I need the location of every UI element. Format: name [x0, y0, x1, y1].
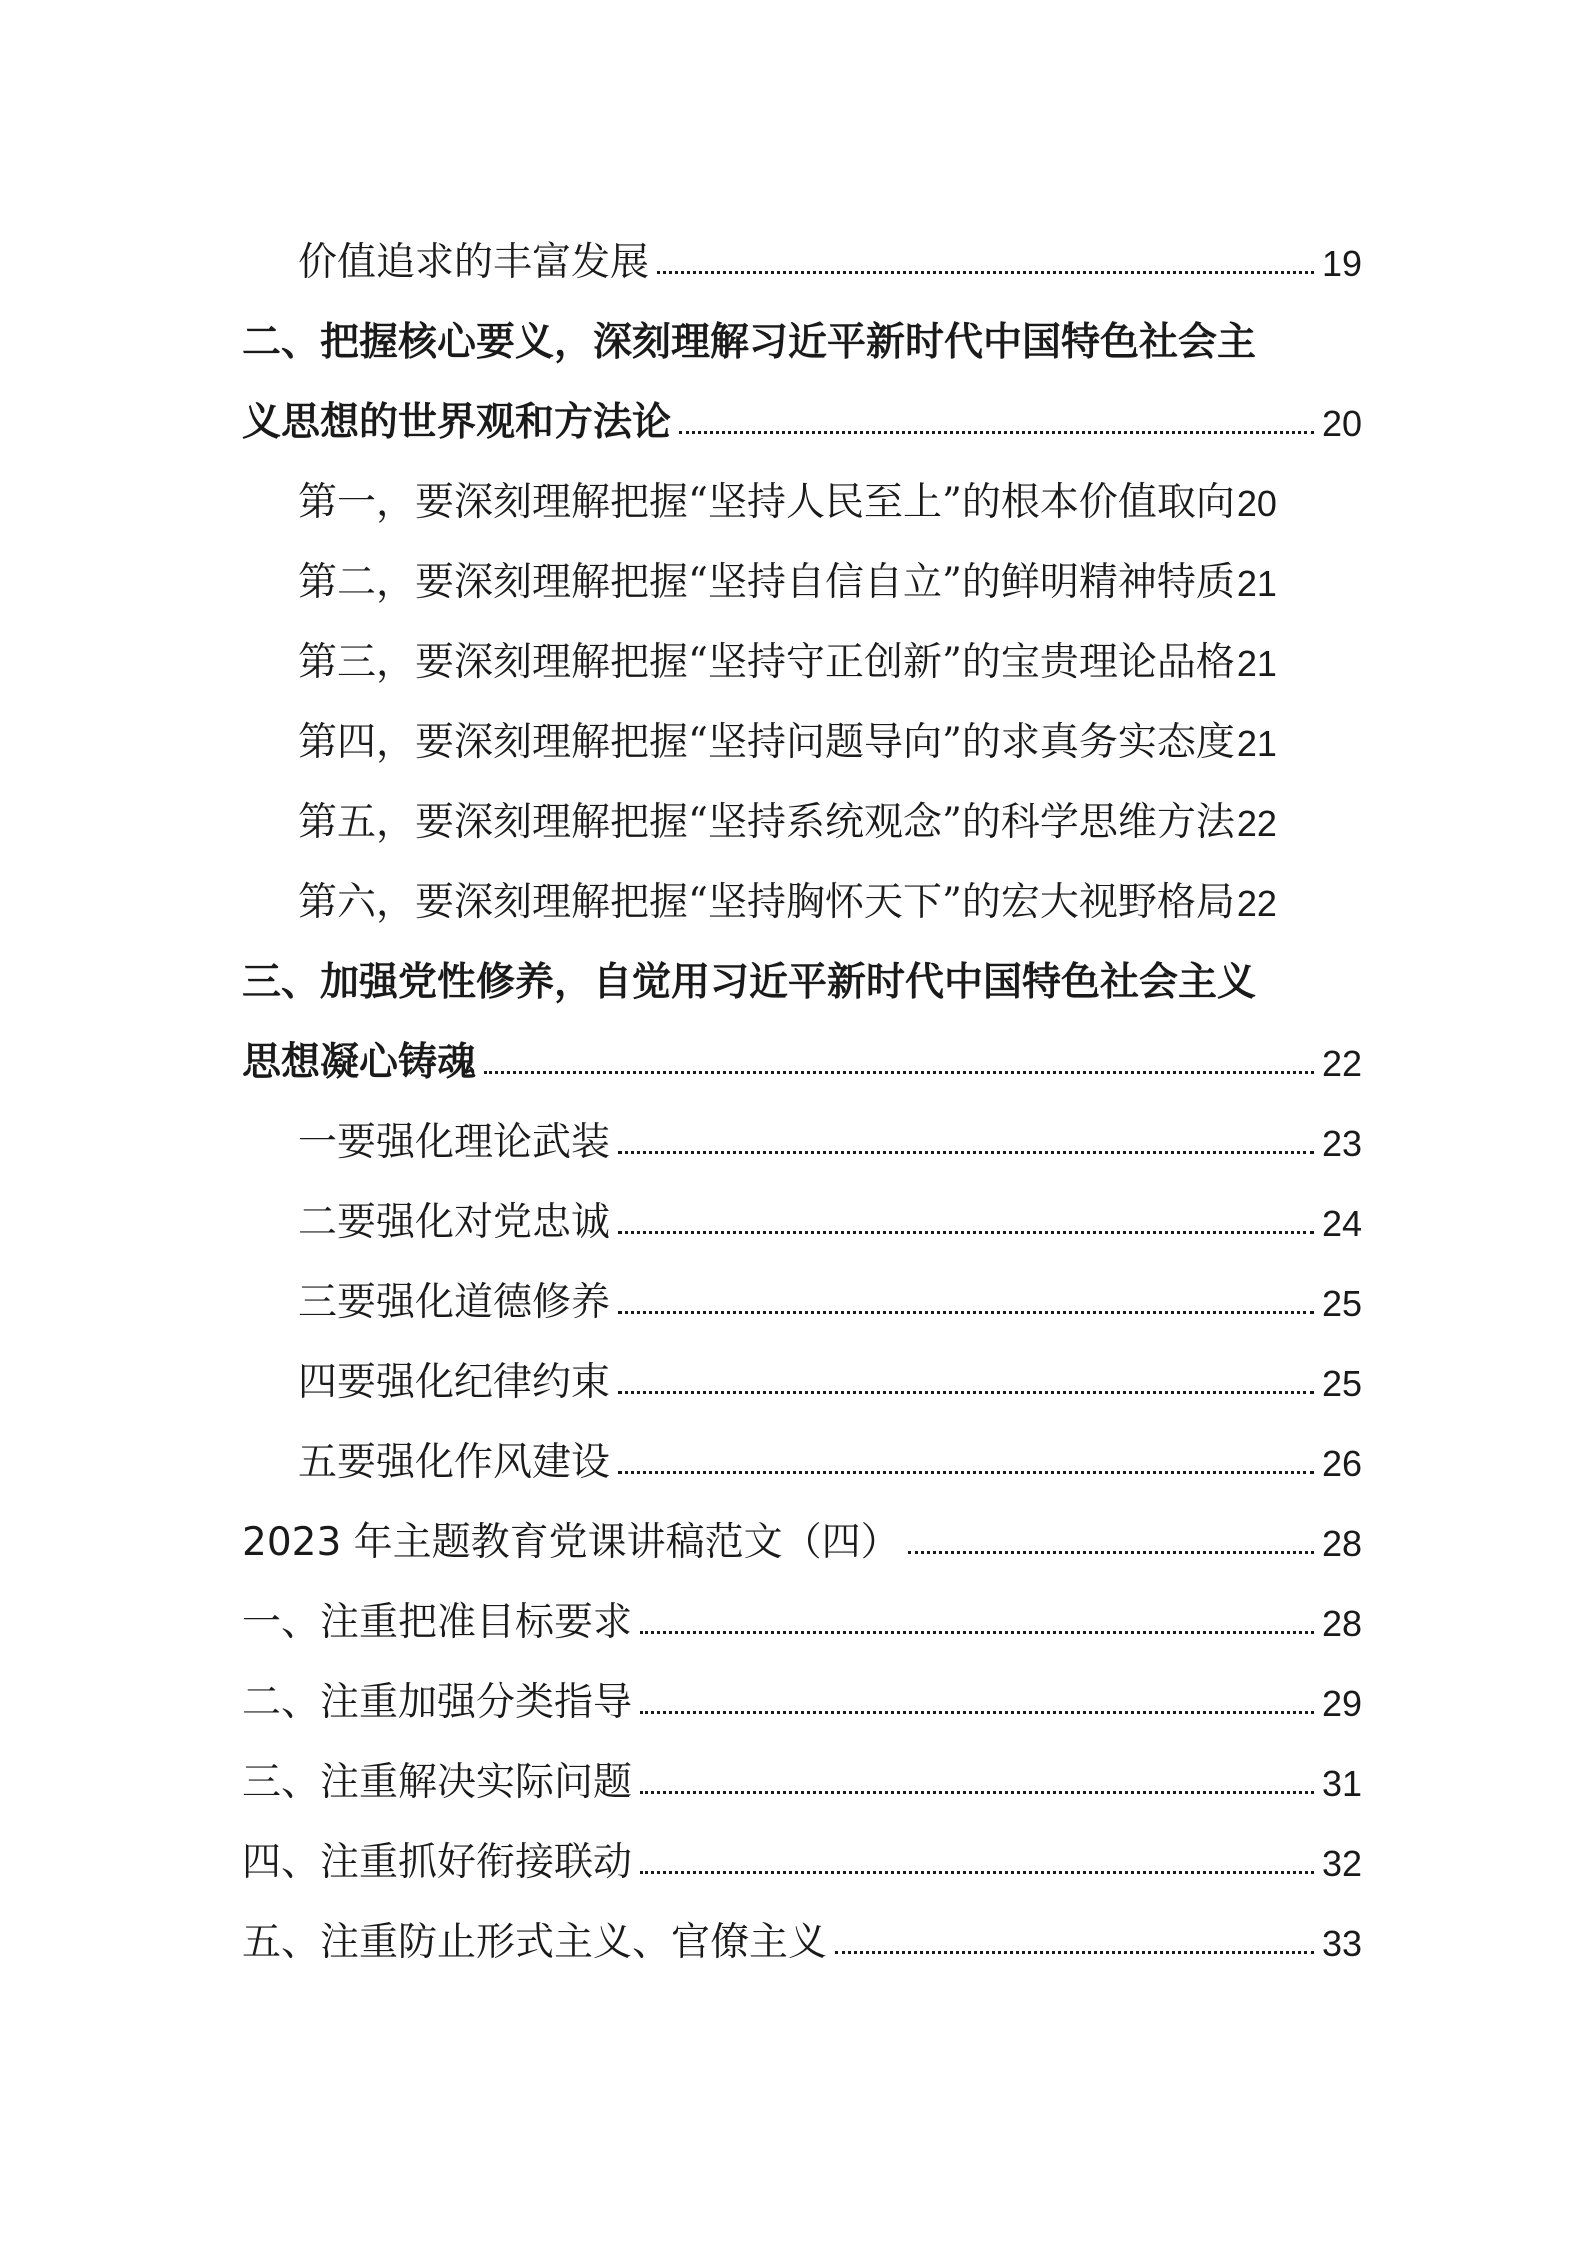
toc-entry[interactable]	[242, 682, 1362, 765]
toc-leader-dots	[618, 1391, 1314, 1394]
toc-leader-dots	[618, 1471, 1314, 1474]
toc-page-number: 26	[1321, 1443, 1362, 1484]
toc-entry-title: 思想凝心铸魂	[242, 1040, 477, 1085]
toc-entry-title: 价值追求的丰富发展	[298, 240, 650, 285]
toc-page-number: 31	[1321, 1763, 1362, 1804]
toc-leader-dots	[657, 271, 1314, 274]
toc-entry[interactable]	[242, 1402, 1362, 1485]
toc-entry-title: 二、把握核心要义，深刻理解习近平新时代中国特色社会主	[242, 320, 1257, 365]
toc-entry-title: 三、加强党性修养，自觉用习近平新时代中国特色社会主义	[242, 960, 1257, 1005]
toc-entry[interactable]	[242, 1722, 1362, 1805]
toc-page-number: 24	[1321, 1203, 1362, 1244]
toc-page-number: 20	[1321, 403, 1362, 444]
toc-entry-title: 五、注重防止形式主义、官僚主义	[242, 1920, 828, 1965]
toc-leader-dots	[835, 1951, 1314, 1954]
toc-page-number: 25	[1321, 1363, 1362, 1404]
toc-entry-title: 第三，要深刻理解把握“坚持守正创新”的宝贵理论品格	[298, 640, 1235, 685]
toc-entry-title: 一、注重把准目标要求	[242, 1600, 633, 1645]
toc-page-number: 21	[1236, 643, 1277, 684]
toc-leader-dots	[908, 1551, 1314, 1554]
toc-entry[interactable]	[242, 442, 1362, 525]
toc-entry-title: 二要强化对党忠诚	[298, 1200, 611, 1245]
toc-leader-dots	[640, 1871, 1314, 1874]
toc-entry-title: 四要强化纪律约束	[298, 1360, 611, 1405]
table-of-contents	[242, 202, 1362, 1965]
toc-entry[interactable]	[242, 1482, 1362, 1565]
toc-entry-title: 五要强化作风建设	[298, 1440, 611, 1485]
toc-page-number: 23	[1321, 1123, 1362, 1164]
toc-entry-title: 第一，要深刻理解把握“坚持人民至上”的根本价值取向	[298, 480, 1235, 525]
toc-page-number: 32	[1321, 1843, 1362, 1884]
toc-leader-dots	[640, 1711, 1314, 1714]
toc-leader-dots	[640, 1631, 1314, 1634]
toc-entry[interactable]	[242, 1882, 1362, 1965]
toc-entry-title: 三要强化道德修养	[298, 1280, 611, 1325]
toc-entry[interactable]	[242, 202, 1362, 285]
toc-entry[interactable]	[242, 1082, 1362, 1165]
toc-page-number: 29	[1321, 1683, 1362, 1724]
toc-entry[interactable]	[242, 522, 1362, 605]
toc-entry[interactable]	[242, 842, 1362, 925]
toc-entry[interactable]	[242, 1002, 1362, 1085]
toc-page-number: 21	[1236, 563, 1277, 604]
toc-entry[interactable]	[242, 1322, 1362, 1405]
toc-entry-title: 第二，要深刻理解把握“坚持自信自立”的鲜明精神特质	[298, 560, 1235, 605]
toc-entry-title: 四、注重抓好衔接联动	[242, 1840, 633, 1885]
toc-leader-dots	[618, 1151, 1314, 1154]
toc-entry-title: 义思想的世界观和方法论	[242, 400, 672, 445]
toc-leader-dots	[484, 1071, 1314, 1074]
toc-entry-title: 三、注重解决实际问题	[242, 1760, 633, 1805]
toc-entry[interactable]	[242, 1802, 1362, 1885]
toc-entry-title: 2023 年主题教育党课讲稿范文（四）	[242, 1520, 900, 1565]
toc-entry[interactable]	[242, 1642, 1362, 1725]
toc-leader-dots	[679, 431, 1314, 434]
toc-entry[interactable]	[242, 1242, 1362, 1325]
toc-page-number: 22	[1321, 1043, 1362, 1084]
toc-leader-dots	[640, 1791, 1314, 1794]
toc-page-number: 21	[1236, 723, 1277, 764]
toc-entry-title: 二、注重加强分类指导	[242, 1680, 633, 1725]
toc-entry-title: 一要强化理论武装	[298, 1120, 611, 1165]
toc-leader-dots	[618, 1231, 1314, 1234]
toc-entry[interactable]	[242, 1162, 1362, 1245]
toc-entry-title: 第四，要深刻理解把握“坚持问题导向”的求真务实态度	[298, 720, 1235, 765]
toc-entry[interactable]	[242, 762, 1362, 845]
toc-entry-line1[interactable]	[242, 282, 1362, 365]
toc-entry[interactable]	[242, 1562, 1362, 1645]
toc-page-number: 28	[1321, 1603, 1362, 1644]
toc-entry[interactable]	[242, 362, 1362, 445]
toc-page-number: 33	[1321, 1923, 1362, 1964]
toc-page-number: 20	[1236, 483, 1277, 524]
toc-page-number: 19	[1321, 243, 1362, 284]
toc-page-number: 22	[1236, 803, 1277, 844]
toc-entry[interactable]	[242, 602, 1362, 685]
toc-leader-dots	[618, 1311, 1314, 1314]
toc-page-number: 28	[1321, 1523, 1362, 1564]
toc-entry-title: 第六，要深刻理解把握“坚持胸怀天下”的宏大视野格局	[298, 880, 1235, 925]
toc-page-number: 25	[1321, 1283, 1362, 1324]
toc-entry-title: 第五，要深刻理解把握“坚持系统观念”的科学思维方法	[298, 800, 1235, 845]
toc-entry-line1[interactable]	[242, 922, 1362, 1005]
toc-page-number: 22	[1236, 883, 1277, 924]
